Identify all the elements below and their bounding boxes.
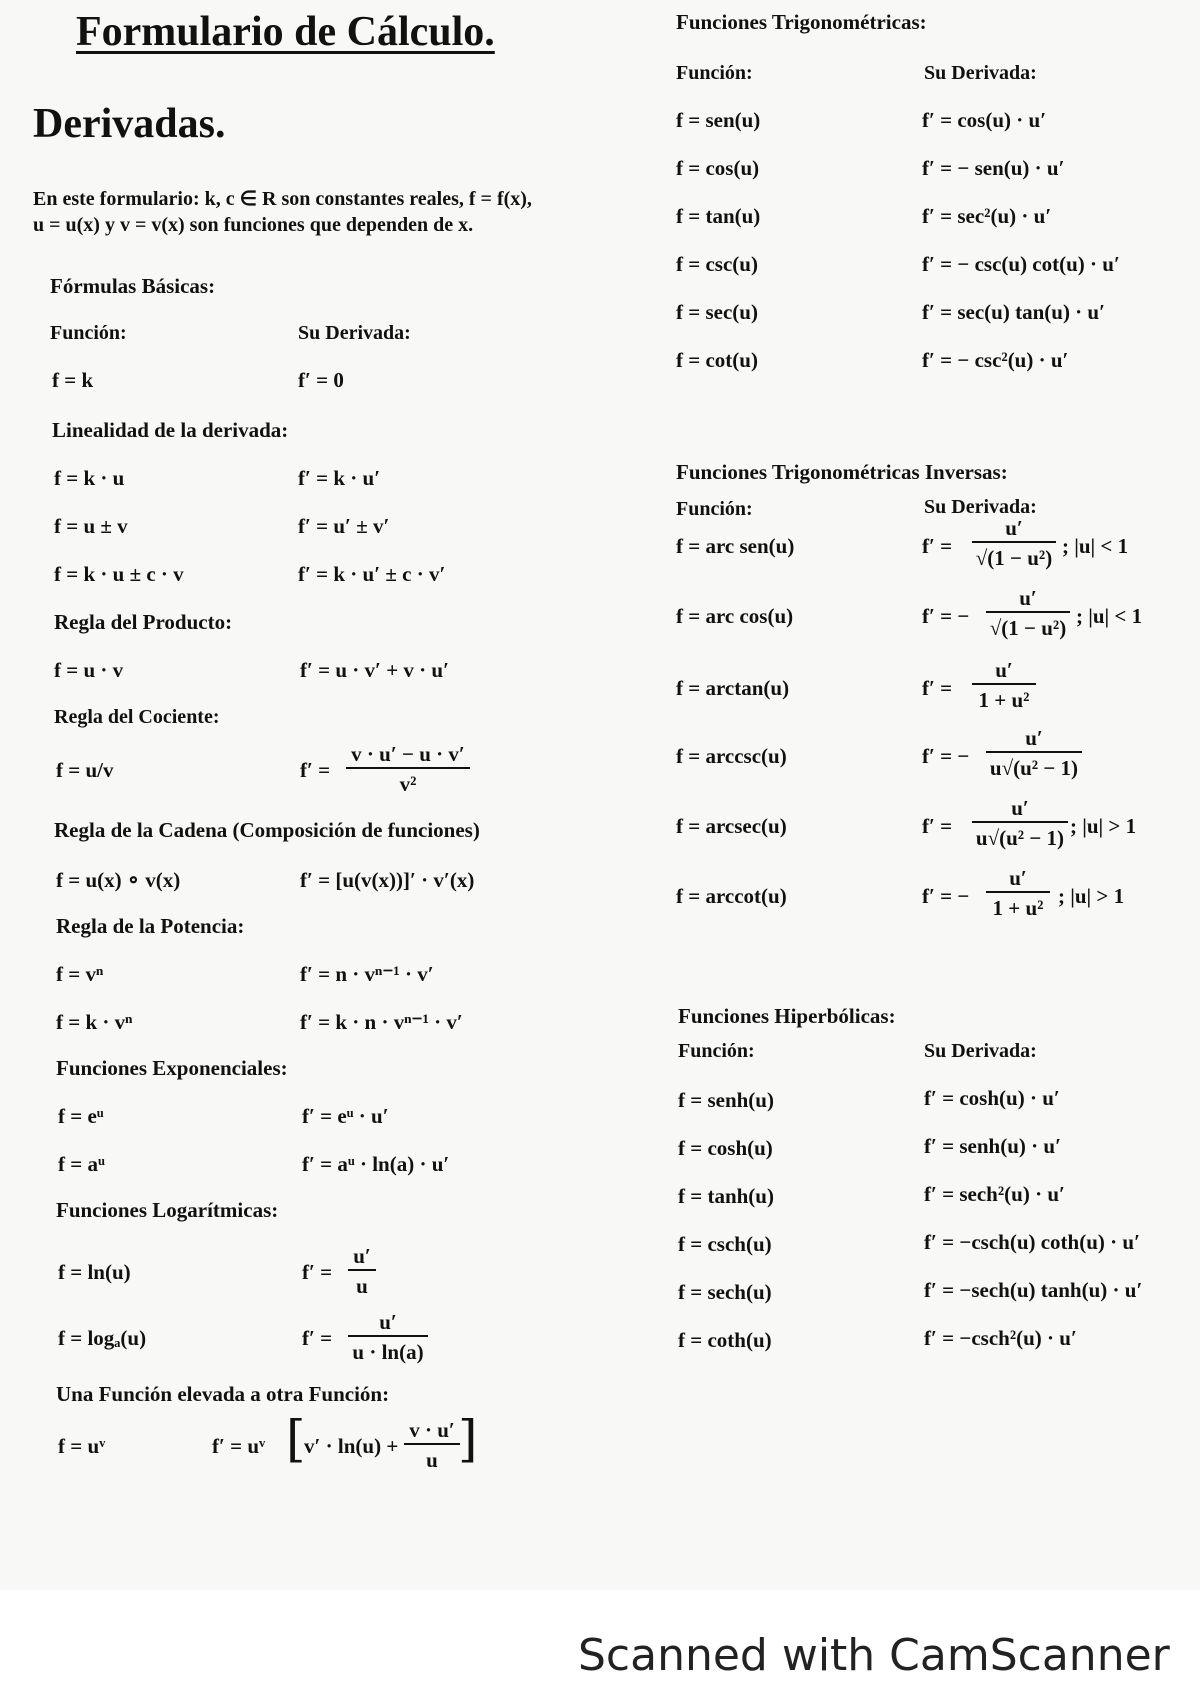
col-header-derivada: Su Derivada: [924,496,1037,518]
fraction-denominator: u · ln(a) [352,1340,424,1364]
formula-derivative: f′ = −csch(u) coth(u) · u′ [924,1230,1140,1254]
heading-linealidad: Linealidad de la derivada: [52,418,289,442]
formula-derivative: f′ = − csc²(u) · u′ [922,348,1069,372]
formula-derivative: f′ = n · vⁿ⁻¹ · v′ [300,962,434,986]
scanner-watermark: Scanned with CamScanner [578,1630,1170,1681]
col-header-funcion: Función: [678,1040,755,1062]
formula-function: f = cos(u) [676,156,760,180]
formula-derivative: f′ = eᵘ · u′ [302,1104,389,1128]
formula-derivative-prefix: f′ = [922,534,953,558]
formula-derivative-prefix: f′ = uᵛ [212,1434,266,1458]
heading-basicas: Fórmulas Básicas: [50,274,216,298]
formula-function: f = tan(u) [676,204,761,228]
formula-function: f = csch(u) [678,1232,772,1256]
formula-function: f = arccsc(u) [676,744,787,768]
formula-function: f = sen(u) [676,108,761,132]
fraction-numerator: u′ [348,1310,428,1337]
formula-function: f = u(x) ∘ v(x) [56,868,181,892]
formula-derivative: f′ = − csc(u) cot(u) · u′ [922,252,1120,276]
fraction-numerator: u′ [986,866,1050,893]
formula-derivative: f′ = aᵘ · ln(a) · u′ [302,1152,450,1176]
condition: ; |u| < 1 [1062,534,1129,558]
formula-function: f = arc cos(u) [676,604,794,628]
formula-derivative-prefix: f′ = [922,814,953,838]
fraction-numerator: u′ [972,516,1056,543]
page-title: Formulario de Cálculo. [76,9,495,55]
formula-function: f = logₐ(u) [58,1326,147,1350]
heading-logaritmicas: Funciones Logarítmicas: [56,1198,279,1222]
formula-function: f = k · vⁿ [56,1010,133,1034]
formula-function: f = ln(u) [58,1260,131,1284]
fraction-numerator: u′ [348,1244,376,1271]
fraction-denominator: √(1 − u²) [989,616,1067,640]
formula-derivative-prefix: f′ = [300,758,331,782]
formula-derivative: f′ = sech²(u) · u′ [924,1182,1065,1206]
formula-function: f = tanh(u) [678,1184,774,1208]
formula-derivative: f′ = −csch²(u) · u′ [924,1326,1077,1350]
fraction-denominator: u√(u² − 1) [975,826,1065,850]
heading-exponenciales: Funciones Exponenciales: [56,1056,288,1080]
fraction-denominator: u [426,1448,438,1472]
formula-derivative: f′ = u · v′ + v · u′ [300,658,450,682]
fraction-numerator: v · u′ − u · v′ [346,742,470,769]
formula-derivative-prefix: f′ = − [922,884,970,908]
formula-function: f = u · v [54,658,124,682]
col-header-derivada: Su Derivada: [924,1040,1037,1062]
formula-function: f = senh(u) [678,1088,774,1112]
formula-function: f = vⁿ [56,962,104,986]
fraction-denominator: 1 + u² [992,896,1044,920]
formula-function: f = arctan(u) [676,676,790,700]
fraction-numerator: u′ [972,796,1068,823]
formula-function: f = csc(u) [676,252,758,276]
intro-line-1: En este formulario: k, c ∈ R son constantes reales, f = f(x), [33,188,532,210]
formula-derivative-prefix: f′ = − [922,604,970,628]
heading-inversas: Funciones Trigonométricas Inversas: [676,460,1008,484]
heading-producto: Regla del Producto: [54,610,233,634]
formula-derivative: f′ = − sen(u) · u′ [922,156,1065,180]
formula-derivative: f′ = 0 [298,368,344,392]
fraction-denominator: √(1 − u²) [975,546,1053,570]
condition: ; |u| < 1 [1076,604,1143,628]
formula-function: f = k [52,368,94,392]
formula-function: f = u/v [56,758,114,782]
formula-function: f = k · u [54,466,125,490]
fraction-denominator: v² [399,772,417,796]
formula-derivative: f′ = −sech(u) tanh(u) · u′ [924,1278,1143,1302]
formula-function: f = arc sen(u) [676,534,795,558]
fraction-numerator: u′ [986,726,1082,753]
formula-derivative: f′ = k · u′ ± c · v′ [298,562,446,586]
formula-derivative: f′ = sec(u) tan(u) · u′ [922,300,1106,324]
fraction-denominator: u [356,1274,368,1298]
bracket-right: ] [458,1410,478,1468]
fraction-numerator: u′ [972,658,1036,685]
formula-function: f = uᵛ [58,1434,106,1458]
bracket-left: [ [286,1410,306,1468]
section-title-derivadas: Derivadas. [33,101,226,147]
formula-function: f = cosh(u) [678,1136,773,1160]
formula-function: f = aᵘ [58,1152,105,1176]
heading-hiperbolicas: Funciones Hiperbólicas: [678,1004,896,1028]
col-header-funcion: Función: [676,498,753,520]
formula-function: f = arcsec(u) [676,814,787,838]
formula-derivative-prefix: f′ = [302,1260,333,1284]
formula-function: f = u ± v [54,514,128,538]
formula-function: f = k · u ± c · v [54,562,184,586]
heading-potencia: Regla de la Potencia: [56,914,245,938]
formula-derivative-prefix: f′ = [302,1326,333,1350]
formula-derivative: f′ = cosh(u) · u′ [924,1086,1060,1110]
fraction-denominator: 1 + u² [978,688,1030,712]
formula-derivative: f′ = cos(u) · u′ [922,108,1047,132]
formula-function: f = coth(u) [678,1328,772,1352]
formula-derivative: f′ = [u(v(x))]′ · v′(x) [300,868,475,892]
fraction-numerator: u′ [986,586,1070,613]
heading-cadena: Regla de la Cadena (Composición de funciones) [54,818,480,842]
formula-function: f = cot(u) [676,348,758,372]
intro-line-2: u = u(x) y v = v(x) son funciones que dependen de x. [33,214,474,236]
formula-derivative: f′ = k · u′ [298,466,381,490]
condition: ; |u| > 1 [1070,814,1137,838]
fraction-denominator: u√(u² − 1) [989,756,1079,780]
col-header-funcion: Función: [50,322,127,344]
col-header-funcion: Función: [676,62,753,84]
formula-function: f = arccot(u) [676,884,787,908]
formula-derivative: f′ = senh(u) · u′ [924,1134,1061,1158]
col-header-derivada: Su Derivada: [924,62,1037,84]
formula-function: f = sech(u) [678,1280,772,1304]
formula-derivative: f′ = k · n · vⁿ⁻¹ · v′ [300,1010,463,1034]
heading-elevada: Una Función elevada a otra Función: [56,1382,390,1406]
formula-function: f = sec(u) [676,300,758,324]
formula-derivative: f′ = u′ ± v′ [298,514,390,538]
fraction-numerator: v · u′ [404,1418,460,1445]
condition: ; |u| > 1 [1058,884,1125,908]
formula-derivative: f′ = sec²(u) · u′ [922,204,1052,228]
formula-derivative-prefix: f′ = [922,676,953,700]
formula-derivative-prefix: f′ = − [922,744,970,768]
heading-cociente: Regla del Cociente: [54,706,220,728]
col-header-derivada: Su Derivada: [298,322,411,344]
heading-trig: Funciones Trigonométricas: [676,10,927,34]
formula-derivative-part: v′ · ln(u) + [304,1434,399,1458]
formula-function: f = eᵘ [58,1104,104,1128]
